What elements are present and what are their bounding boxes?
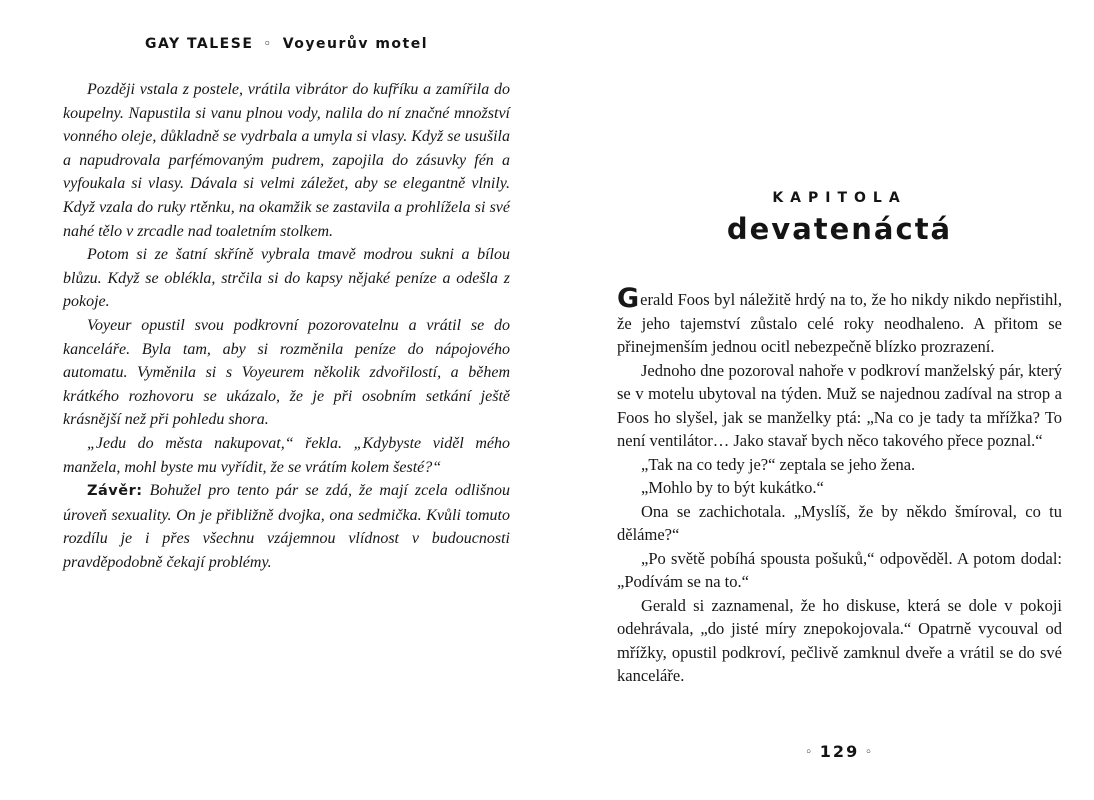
paragraph-with-initial [617,283,1062,359]
paragraph: Ona se zachichotala. „Myslíš, že by někdo šmíroval, co tu děláme?“ [617,501,1062,544]
chapter-name: devatenáctá [726,212,953,246]
paragraph: „Mohlo by to být kukátko.“ [641,478,824,497]
page-number-value: 129 [819,742,860,761]
paragraph: Později vstala z postele, vrátila vibrátor do kufříku a zamířila do koupelny. Napustila si vanu plnou vody, nalila do ní značné množství vonného oleje, důkladně se vydrbala a umyla si vlasy. Když se usušila a napudrovala parfémovaným pudrem, zapojila do zásuvky fén a vyfoukala si vlasy. Dávala si velmi záležet, aby se elegantně vlnily. Když vzala do ruky rtěnku, na okamžik se zastavila a prohlížela si své nahé tělo v zrcadle nad toaletním stolkem. [63,81,510,240]
conclusion-label: Závěr: [87,483,143,500]
paragraph-text: erald Foos byl náležitě hrdý na to, že ho nikdy nikdo nepřistihl, že jeho tajemství zůstalo celé roky neodhaleno. A přitom se přinejmenším jednou ocitl nebezpečně blízko prozrazení. [617,290,1062,356]
chapter-label: KAPITOLA [772,190,907,206]
ring-dot-icon: ◦ [263,37,273,50]
right-page-text [617,283,1062,688]
paragraph: „Tak na co tedy je?“ zeptala se jeho žena. [641,454,916,474]
paragraph-conclusion [63,479,510,574]
drop-initial: G [617,283,640,314]
running-head-title: Voyeurův motel [282,36,429,52]
ring-dot-icon: ◦ [865,747,874,758]
page-number [617,742,1062,761]
paragraph: Voyeur opustil svou podkrovní pozorovatelnu a vrátil se do kanceláře. Byla tam, aby si rozměnila peníze do nápojového automatu. Vyměnila si s Voyeurem několik zdvořilostí, a během krátkého rozhovoru se ukázalo, že je při osobním setkání ještě krásnější než při pohledu shora. [63,316,510,429]
running-head-author: GAY TALESE [144,36,254,52]
ring-dot-icon: ◦ [805,747,814,758]
paragraph: Jednoho dne pozoroval nahoře v podkroví manželský pár, který se v motelu ubytoval na týden. Muž se najednou zadíval na strop a Foos ho slyšel, jak se manželky ptá: „Na co je tady ta mřížka? To není ventilátor… Jako stavař bych něco takového přece poznal.“ [617,360,1062,450]
chapter-heading [617,190,1062,246]
running-head [63,36,510,52]
paragraph: Gerald si zaznamenal, že ho diskuse, která se dole v pokoji odehrávala, „do jisté míry znepokojovala.“ Opatrně vycouval od mřížky, opustil podkroví, pečlivě zamknul dveře a vrátil se do své kanceláře. [617,595,1062,685]
left-page-text [63,78,510,574]
paragraph: „Po světě pobíhá spousta pošuků,“ odpověděl. A potom dodal: „Podívám se na to.“ [617,548,1062,591]
paragraph: „Jedu do města nakupovat,“ řekla. „Kdybyste viděl mého manžela, mohl byste mu vyřídit, že se vrátím kolem šesté?“ [63,434,510,476]
paragraph: Potom si ze šatní skříně vybrala tmavě modrou sukni a bílou blůzu. Když se oblékla, strčila si do kapsy nějaké peníze a odešla z pokoje. [63,246,510,311]
conclusion-text: Bohužel pro tento pár se zdá, že mají zcela odlišnou úroveň sexuality. On je přibližně dvojka, ona sedmička. Kvůli tomuto rozdílu je i přes všechnu vzájemnou vlídnost v budoucnosti pravděpodobně čekají problémy. [63,482,510,571]
